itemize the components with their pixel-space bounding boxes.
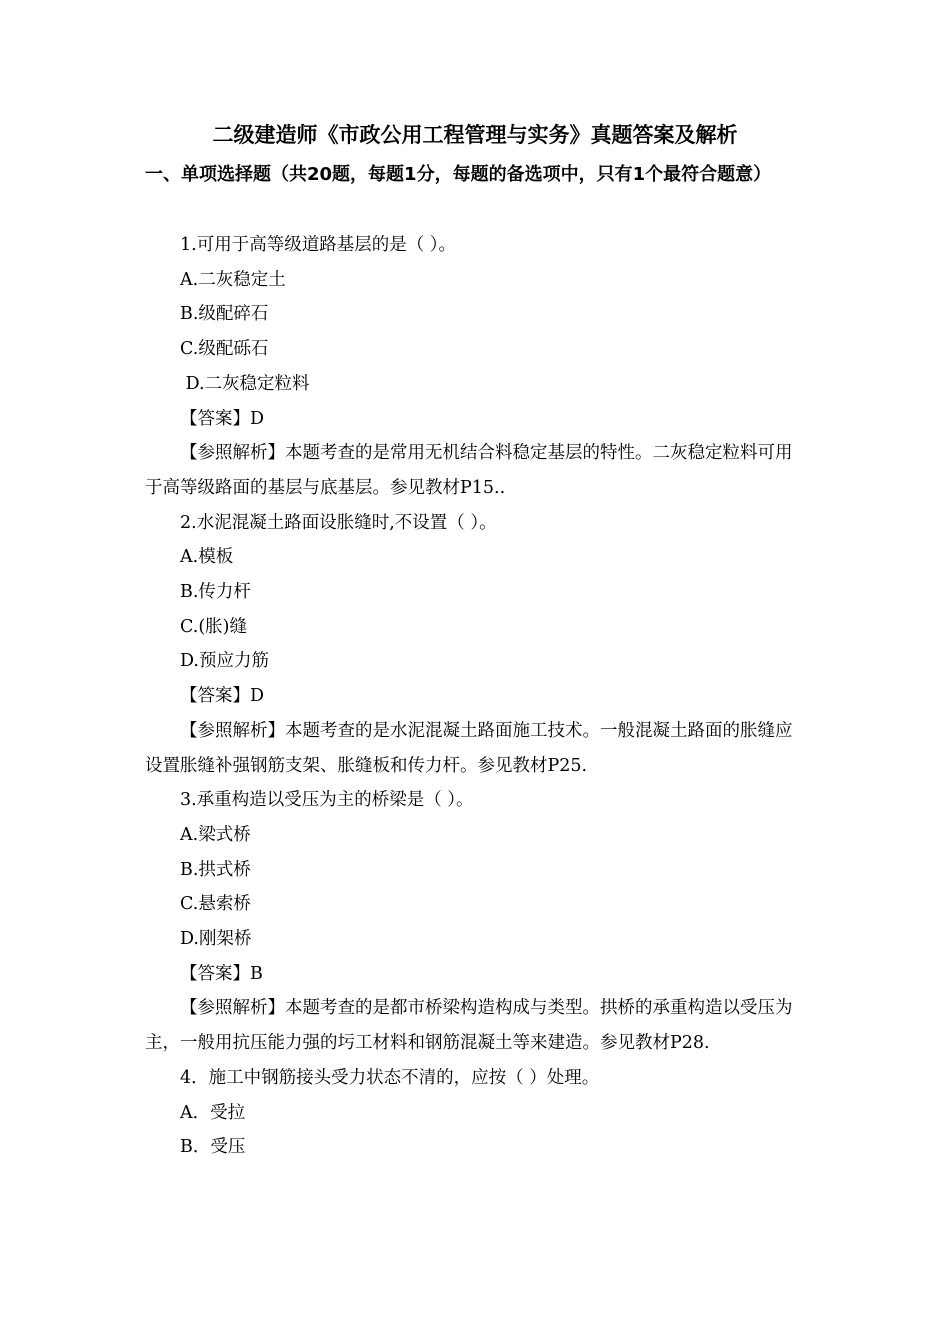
question-stem: 2.水泥混凝土路面设胀缝时,不设置（ ）。 (180, 512, 497, 533)
option-item: D.二灰稳定粒料 (180, 373, 310, 394)
option-item: B．受压 (180, 1137, 246, 1158)
answer-line: 【答案】B (180, 963, 263, 984)
analysis-paragraph: 【参照解析】本题考查的是都市桥梁构造构成与类型。拱桥的承重构造以受压为主，一般用抗压能力强的圬工材料和钢筋混凝土等来建造。参见教材P28. (145, 998, 793, 1054)
question-stem: 4．施工中钢筋接头受力状态不清的，应按（ ）处理。 (180, 1067, 600, 1088)
option-item: B.级配碎石 (180, 304, 269, 325)
option-item: C.级配砾石 (180, 339, 269, 360)
analysis-paragraph: 【参照解析】本题考查的是水泥混凝土路面施工技术。一般混凝土路面的胀缝应设置胀缝补强钢筋支架、胀缝板和传力杆。参见教材P25. (145, 720, 793, 776)
option-item: A.二灰稳定土 (180, 269, 286, 290)
document-body (145, 228, 807, 1165)
section-heading: 一、单项选择题（共20题，每题1分，每题的备选项中，只有1个最符合题意） (145, 164, 772, 185)
question-stem: 1.可用于高等级道路基层的是（ ）。 (180, 235, 457, 255)
option-item: B.拱式桥 (180, 859, 251, 880)
option-item: D.刚架桥 (180, 929, 252, 950)
option-item: B.传力杆 (180, 582, 251, 603)
option-item: A.模板 (180, 547, 234, 568)
option-item: C.悬索桥 (180, 894, 251, 915)
analysis-paragraph: 【参照解析】本题考查的是常用无机结合料稳定基层的特性。二灰稳定粒料可用于高等级路面的基层与底基层。参见教材P15.. (145, 443, 793, 498)
question-block (145, 506, 807, 784)
question-block (145, 1061, 807, 1165)
answer-line: 【答案】D (180, 408, 265, 429)
option-item: D.预应力筋 (180, 651, 269, 672)
question-block (145, 783, 807, 1061)
option-item: A．受拉 (180, 1102, 246, 1123)
question-stem: 3.承重构造以受压为主的桥梁是（ ）。 (180, 790, 474, 811)
option-item: C.(胀)缝 (180, 616, 247, 637)
question-block (145, 228, 807, 506)
document-title: 二级建造师《市政公用工程管理与实务》真题答案及解析 (212, 123, 738, 147)
option-item: A.梁式桥 (180, 824, 251, 845)
answer-line: 【答案】D (180, 686, 265, 707)
